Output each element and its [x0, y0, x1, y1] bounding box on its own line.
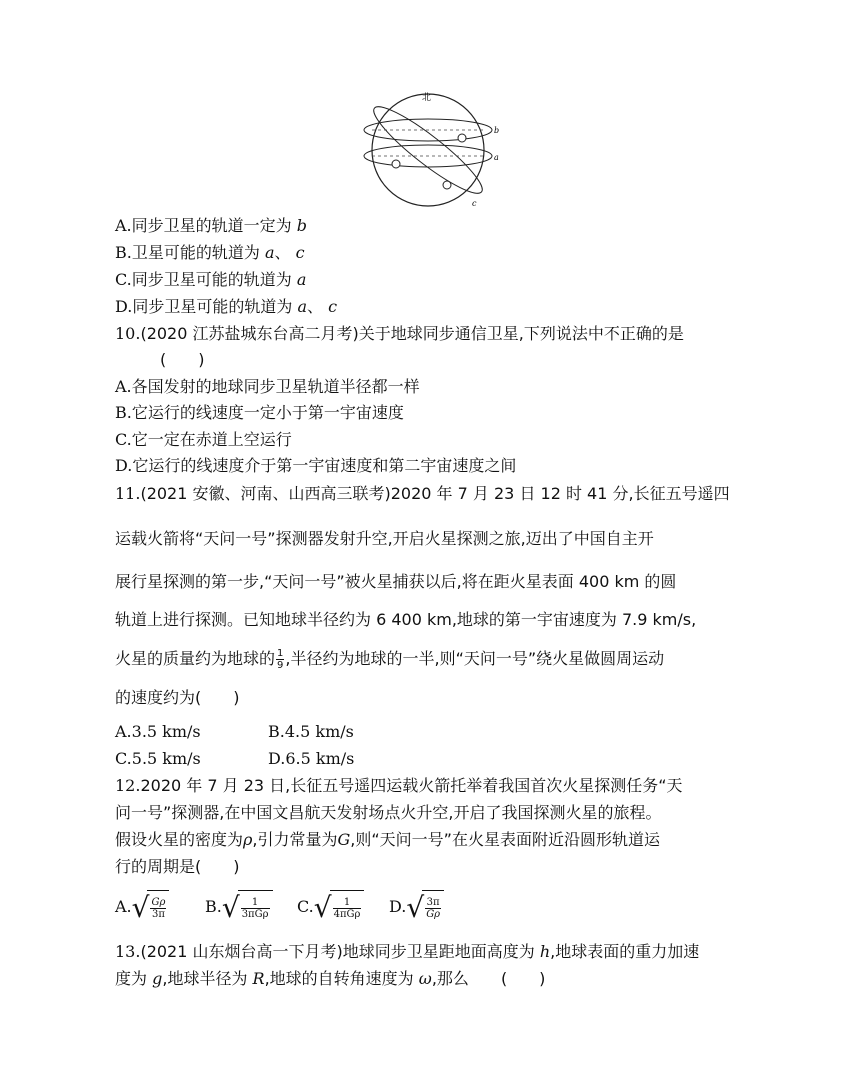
q11-line-2: 运载火箭将“天问一号”探测器发射升空,开启火星探测之旅,迈出了中国自主开: [115, 529, 654, 548]
q11-option-b: B.4.5 km/s: [268, 722, 354, 741]
q13-line-1: 13.(2021 山东烟台高一下月考)地球同步卫星距地面高度为 h,地球表面的重力加速: [115, 942, 700, 961]
q11-line-6: 的速度约为( ): [115, 688, 240, 707]
q11-option-c: C.5.5 km/s: [115, 749, 201, 768]
q10-option-a: A.各国发射的地球同步卫星轨道半径都一样: [115, 377, 420, 396]
orbit-label-b: b: [494, 126, 500, 135]
q12-line-3: 假设火星的密度为ρ,引力常量为G,则“天问一号”在火星表面附近沿圆形轨道运: [115, 830, 660, 849]
q12-option-d: D. √ $\frac{3\pi}{G\rho}$: [389, 890, 444, 925]
q9-option-d: D.同步卫星可能的轨道为 a、 c: [115, 297, 338, 316]
q12-option-a: A. √ $\frac{G\rho}{3\pi}$: [115, 890, 169, 925]
q11-line-5: 火星的质量约为地球的 $\frac{1}{9}$ ,半径约为地球的一半,则“天问一号”绕火星做圆周运动: [115, 648, 665, 671]
q11-line-1: 11.(2021 安徽、河南、山西高三联考)2020 年 7 月 23 日 12 时 41 分,长征五号遥四: [115, 484, 730, 503]
q10-stem: 10.(2020 江苏盐城东台高二月考)关于地球同步通信卫星,下列说法中不正确的是: [115, 324, 684, 343]
orbit-diagram: [352, 86, 512, 212]
q11-option-a: A.3.5 km/s: [115, 722, 201, 741]
q11-option-d: D.6.5 km/s: [268, 749, 355, 768]
q10-option-b: B.它运行的线速度一定小于第一宇宙速度: [115, 403, 404, 422]
orbit-label-a: a: [494, 153, 499, 162]
q10-option-c: C.它一定在赤道上空运行: [115, 430, 292, 449]
q10-option-d: D.它运行的线速度介于第一宇宙速度和第二宇宙速度之间: [115, 456, 517, 475]
q12-option-b: B. √ $\frac{1}{\text{3πGρ}}$: [205, 890, 273, 925]
q10-blank: ( ): [160, 350, 205, 369]
north-label: 北: [422, 93, 432, 103]
q11-line-4: 轨道上进行探测。已知地球半径约为 6 400 km,地球的第一宇宙速度为 7.9 km/s,: [115, 610, 697, 629]
q12-line-1: 12.2020 年 7 月 23 日,长征五号遥四运载火箭托举着我国首次火星探测任务“天: [115, 776, 683, 795]
q9-option-c: C.同步卫星可能的轨道为 a: [115, 270, 307, 289]
q12-line-4: 行的周期是( ): [115, 857, 240, 876]
q9-option-b: B.卫星可能的轨道为 a、 c: [115, 243, 305, 262]
q9-option-a: A.同步卫星的轨道一定为 b: [115, 216, 307, 235]
q11-line-3: 展行星探测的第一步,“天问一号”被火星捕获以后,将在距火星表面 400 km 的圆: [115, 572, 677, 591]
q13-line-2: 度为 g,地球半径为 R,地球的自转角速度为 ω,那么 ( ): [115, 969, 546, 988]
fraction-one-ninth: $\frac{1}{9}$: [277, 648, 284, 671]
orbit-label-c: c: [472, 199, 477, 208]
q12-line-2: 问一号”探测器,在中国文昌航天发射场点火升空,开启了我国探测火星的旅程。: [115, 803, 662, 822]
q12-option-c: C. √ $\frac{1}{\text{4πGρ}}$: [297, 890, 364, 925]
